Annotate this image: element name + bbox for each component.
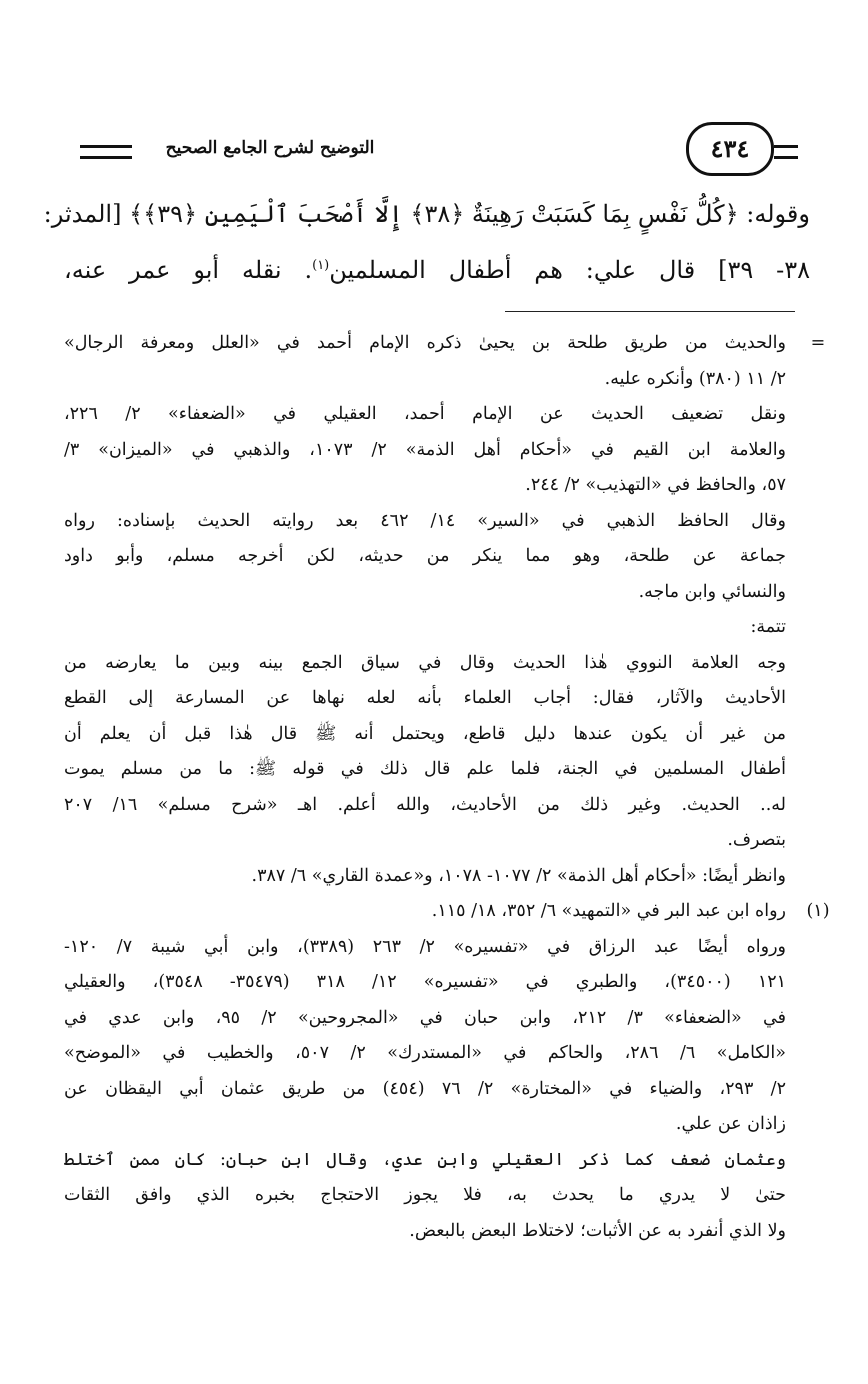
footnote-paragraph [64, 646, 786, 859]
main-text [43, 188, 810, 296]
footnote-line: حتىٰ لا يدري ما يحدث به، فلا يجوز الاحتجاج بخبره الذي وافق الثقات [64, 1185, 786, 1205]
footnote-line: والحديث من طريق طلحة بن يحيىٰ ذكره الإمام أحمد في «العلل ومعرفة الرجال» [64, 333, 786, 353]
footnote-paragraph [64, 504, 786, 611]
footnote-line: زاذان عن علي. [675, 1114, 786, 1134]
footnote-line: ونقل تضعيف الحديث عن الإمام أحمد، العقيلي في «الضعفاء» ٢/ ٢٢٦، [64, 404, 786, 424]
footnote-1 [64, 894, 830, 930]
footnote-line: من غير أن يكون عندها دليل قاطع، ويحتمل أنه ﷺ قال هٰذا قبل أن يعلم أن [64, 723, 786, 744]
footnote-line: «الكامل» ٦/ ٢٨٦، والحاكم في «المستدرك» ٢/ ٥٠٧، والخطيب في «الموضح» [64, 1043, 786, 1063]
main-line-1: وقوله: ﴿كُلُّ نَفْسٍ بِمَا كَسَبَتْ رَهِينَةٌ ﴿٣٨﴾ إِلَّا أَصْحَبَ ٱلْيَمِينِ ﴿٣٩﴾﴾ [المدثر: [43, 200, 810, 228]
footnote-line: ٢/ ١١ (٣٨٠) وأنكره عليه. [604, 368, 786, 389]
footnote-line: وقال الحافظ الذهبي في «السير» ١٤/ ٤٦٢ بعد روايته الحديث بإسناده: رواه [64, 510, 786, 531]
page-number: ٤٣٤ [686, 122, 774, 176]
footnote-line: ٥٧، والحافظ في «التهذيب» ٢/ ٢٤٤. [525, 475, 786, 495]
running-title: التوضيح لشرح الجامع الصحيح [165, 138, 375, 158]
footnote-line: وجه العلامة النووي هٰذا الحديث وقال في سياق الجمع بينه وبين ما يعارضه من [64, 652, 786, 673]
continuation-marker: = [810, 333, 826, 353]
footnote-line: له.. الحديث. وغير ذلك من الأحاديث، والله أعلم. اهـ «شرح مسلم» ١٦/ ٢٠٧ [64, 794, 786, 815]
footnote-paragraph [64, 859, 786, 895]
page-header [0, 118, 868, 180]
footnote-line: رواه ابن عبد البر في «التمهيد» ٦/ ٣٥٢، ١٨/ ١١٥. [431, 901, 786, 921]
footnote-line: وعثمان ضعف كما ذكر العقيلي وابن عدي، وقال ابن حبان: كان ممن ٱختلط [64, 1149, 786, 1170]
footnote-line: أطفال المسلمين في الجنة، فلما علم قال ذلك في قوله ﷺ: ما من مسلم يموت [64, 759, 786, 779]
footnote-line: في «الضعفاء» ٣/ ٢١٢، وابن حبان في «المجروحين» ٢/ ٩٥، وابن عدي في [64, 1007, 787, 1028]
footnote-reference[interactable]: (١) [312, 258, 330, 273]
footnote-line: ١٢١ (٣٤٥٠٠)، والطبري في «تفسيره» ١٢/ ٣١٨ (٣٥٤٧٩- ٣٥٤٨)، والعقيلي [64, 972, 787, 992]
footnote-separator [505, 311, 795, 312]
footnote-paragraph [64, 326, 826, 397]
footnote-number: (١) [806, 901, 830, 921]
header-rule-left [80, 145, 132, 159]
footnote-paragraph [64, 397, 786, 504]
footnote-line: تتمة: [750, 617, 786, 637]
footnote-line: بتصرف. [727, 830, 786, 850]
footnote-line: ورواه أيضًا عبد الرزاق في «تفسيره» ٢/ ٢٦٣ (٣٣٨٩)، وابن أبي شيبة ٧/ ١٢٠- [64, 936, 786, 957]
footnote-paragraph [64, 1143, 786, 1250]
footnote-line: ولا الذي أنفرد به عن الأثبات؛ لاختلاط البعض بالبعض. [409, 1220, 786, 1241]
main-line-2 [64, 240, 810, 296]
footnote-line: وانظر أيضًا: «أحكام أهل الذمة» ٢/ ١٠٧٧- ١٠٧٨، و«عمدة القاري» ٦/ ٣٨٧. [251, 865, 786, 886]
main-line-2-text: ٣٨- ٣٩] قال علي: هم أطفال المسلمين$^{(١)}$. نقله أبو عمر عنه، [64, 256, 810, 284]
header-rule-right [774, 145, 798, 159]
footnote-line: الأحاديث والآثار، فقال: أجاب العلماء بأنه لعله نهاها عن المسارعة إلى القطع [64, 688, 786, 708]
footnotes [64, 326, 830, 1249]
footnote-paragraph [64, 930, 786, 1143]
footnote-line: ٢/ ٢٩٣، والضياء في «المختارة» ٢/ ٧٦ (٤٥٤) من طريق عثمان أبي اليقظان عن [64, 1078, 786, 1099]
footnote-heading [64, 610, 786, 646]
footnote-line: والنسائي وابن ماجه. [638, 581, 786, 602]
footnote-line: والعلامة ابن القيم في «أحكام أهل الذمة» ٢/ ١٠٧٣، والذهبي في «الميزان» ٣/ [64, 439, 787, 460]
footnote-line: جماعة عن طلحة، وهو مما ينكر من حديثه، لكن أخرجه مسلم، وأبو داود [64, 546, 786, 566]
